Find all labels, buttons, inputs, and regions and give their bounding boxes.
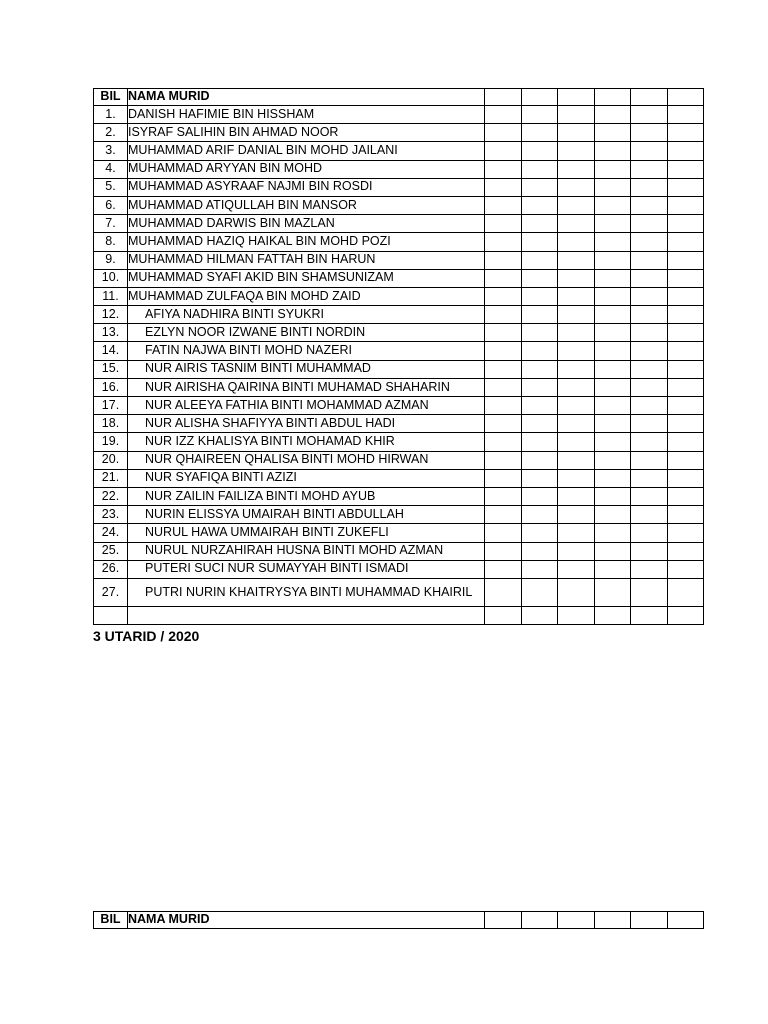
- mark-cell: [631, 360, 668, 378]
- mark-cell: [594, 106, 631, 124]
- row-number: 24.: [94, 524, 128, 542]
- mark-cell: [667, 433, 704, 451]
- mark-cell: [521, 269, 558, 287]
- mark-cell: [485, 560, 522, 578]
- mark-cell: [558, 415, 595, 433]
- mark-cell: [667, 542, 704, 560]
- mark-cell: [594, 415, 631, 433]
- row-number: 14.: [94, 342, 128, 360]
- mark-cell: [558, 324, 595, 342]
- student-name: NUR AIRIS TASNIM BINTI MUHAMMAD: [128, 360, 485, 378]
- mark-cell: [558, 578, 595, 606]
- mark-cell: [558, 378, 595, 396]
- mark-cell: [631, 196, 668, 214]
- mark-cell: [631, 324, 668, 342]
- mark-cell: [521, 215, 558, 233]
- table-header-row: [94, 912, 704, 929]
- mark-cell: [485, 506, 522, 524]
- row-number: 20.: [94, 451, 128, 469]
- mark-cell: [594, 178, 631, 196]
- header-nama-murid: NAMA MURID: [128, 912, 485, 929]
- mark-cell: [558, 233, 595, 251]
- mark-cell: [485, 378, 522, 396]
- table-row: [94, 269, 704, 287]
- mark-cell: [631, 524, 668, 542]
- student-name: MUHAMMAD DARWIS BIN MAZLAN: [128, 215, 485, 233]
- student-name: MUHAMMAD HAZIQ HAIKAL BIN MOHD POZI: [128, 233, 485, 251]
- mark-cell: [594, 524, 631, 542]
- mark-cell: [521, 233, 558, 251]
- mark-cell: [667, 578, 704, 606]
- mark-cell: [594, 469, 631, 487]
- student-name: NUR QHAIREEN QHALISA BINTI MOHD HIRWAN: [128, 451, 485, 469]
- header-mark-cell: [594, 912, 631, 929]
- table-row: [94, 324, 704, 342]
- mark-cell: [594, 215, 631, 233]
- mark-cell: [594, 433, 631, 451]
- mark-cell: [631, 433, 668, 451]
- student-name: MUHAMMAD ZULFAQA BIN MOHD ZAID: [128, 287, 485, 305]
- blank-cell: [667, 606, 704, 624]
- mark-cell: [667, 360, 704, 378]
- mark-cell: [485, 360, 522, 378]
- table-row: [94, 560, 704, 578]
- mark-cell: [521, 196, 558, 214]
- mark-cell: [594, 360, 631, 378]
- mark-cell: [485, 524, 522, 542]
- student-name: NUR SYAFIQA BINTI AZIZI: [128, 469, 485, 487]
- mark-cell: [594, 306, 631, 324]
- mark-cell: [485, 106, 522, 124]
- mark-cell: [485, 342, 522, 360]
- row-number: 25.: [94, 542, 128, 560]
- mark-cell: [558, 178, 595, 196]
- mark-cell: [667, 397, 704, 415]
- table-row: [94, 233, 704, 251]
- mark-cell: [521, 524, 558, 542]
- mark-cell: [631, 142, 668, 160]
- mark-cell: [558, 360, 595, 378]
- header-bil: BIL: [94, 89, 128, 106]
- mark-cell: [485, 124, 522, 142]
- mark-cell: [667, 142, 704, 160]
- student-name: AFIYA NADHIRA BINTI SYUKRI: [128, 306, 485, 324]
- mark-cell: [631, 397, 668, 415]
- header-mark-cell: [631, 912, 668, 929]
- student-name: MUHAMMAD ATIQULLAH BIN MANSOR: [128, 196, 485, 214]
- mark-cell: [594, 287, 631, 305]
- header-mark-cell: [558, 912, 595, 929]
- row-number: 12.: [94, 306, 128, 324]
- mark-cell: [631, 287, 668, 305]
- mark-cell: [558, 342, 595, 360]
- mark-cell: [631, 233, 668, 251]
- mark-cell: [594, 542, 631, 560]
- header-bil: BIL: [94, 912, 128, 929]
- row-number: 19.: [94, 433, 128, 451]
- mark-cell: [667, 451, 704, 469]
- mark-cell: [485, 415, 522, 433]
- table-row: [94, 124, 704, 142]
- table-row: [94, 106, 704, 124]
- mark-cell: [667, 160, 704, 178]
- mark-cell: [521, 378, 558, 396]
- mark-cell: [631, 506, 668, 524]
- row-number: 17.: [94, 397, 128, 415]
- mark-cell: [594, 560, 631, 578]
- header-mark-cell: [521, 912, 558, 929]
- mark-cell: [594, 142, 631, 160]
- mark-cell: [594, 269, 631, 287]
- mark-cell: [594, 451, 631, 469]
- mark-cell: [558, 124, 595, 142]
- header-mark-cell: [485, 912, 522, 929]
- mark-cell: [558, 251, 595, 269]
- table-row: [94, 251, 704, 269]
- student-rows: [94, 106, 704, 625]
- mark-cell: [558, 196, 595, 214]
- student-name: PUTERI SUCI NUR SUMAYYAH BINTI ISMADI: [128, 560, 485, 578]
- row-number: 9.: [94, 251, 128, 269]
- row-number: 26.: [94, 560, 128, 578]
- mark-cell: [594, 196, 631, 214]
- student-name: NUR ALISHA SHAFIYYA BINTI ABDUL HADI: [128, 415, 485, 433]
- mark-cell: [485, 397, 522, 415]
- mark-cell: [631, 306, 668, 324]
- row-number: 7.: [94, 215, 128, 233]
- mark-cell: [631, 378, 668, 396]
- student-name: NURUL NURZAHIRAH HUSNA BINTI MOHD AZMAN: [128, 542, 485, 560]
- mark-cell: [631, 578, 668, 606]
- table-row: [94, 287, 704, 305]
- mark-cell: [594, 160, 631, 178]
- table-row: [94, 142, 704, 160]
- mark-cell: [521, 160, 558, 178]
- mark-cell: [521, 360, 558, 378]
- mark-cell: [485, 215, 522, 233]
- header-nama-murid: NAMA MURID: [128, 89, 485, 106]
- mark-cell: [558, 451, 595, 469]
- student-name: NUR ALEEYA FATHIA BINTI MOHAMMAD AZMAN: [128, 397, 485, 415]
- header-mark-cell: [594, 89, 631, 106]
- class-label: 3 UTARID / 2020: [93, 628, 200, 644]
- blank-cell: [558, 606, 595, 624]
- student-name: MUHAMMAD SYAFI AKID BIN SHAMSUNIZAM: [128, 269, 485, 287]
- mark-cell: [594, 124, 631, 142]
- mark-cell: [521, 506, 558, 524]
- table-row: [94, 578, 704, 606]
- mark-cell: [485, 251, 522, 269]
- mark-cell: [667, 196, 704, 214]
- blank-cell: [521, 606, 558, 624]
- mark-cell: [594, 251, 631, 269]
- mark-cell: [667, 251, 704, 269]
- student-name: NUR ZAILIN FAILIZA BINTI MOHD AYUB: [128, 487, 485, 505]
- table-row: [94, 360, 704, 378]
- mark-cell: [521, 178, 558, 196]
- row-number: 22.: [94, 487, 128, 505]
- row-number: 15.: [94, 360, 128, 378]
- row-number: 16.: [94, 378, 128, 396]
- mark-cell: [485, 451, 522, 469]
- mark-cell: [558, 560, 595, 578]
- mark-cell: [558, 542, 595, 560]
- mark-cell: [521, 487, 558, 505]
- student-name: MUHAMMAD ARYYAN BIN MOHD: [128, 160, 485, 178]
- mark-cell: [485, 578, 522, 606]
- mark-cell: [631, 415, 668, 433]
- mark-cell: [667, 215, 704, 233]
- row-number: 27.: [94, 578, 128, 606]
- row-number: 11.: [94, 287, 128, 305]
- blank-cell: [631, 606, 668, 624]
- mark-cell: [594, 506, 631, 524]
- student-name: ISYRAF SALIHIN BIN AHMAD NOOR: [128, 124, 485, 142]
- mark-cell: [521, 542, 558, 560]
- table-row: [94, 524, 704, 542]
- row-number: 18.: [94, 415, 128, 433]
- mark-cell: [485, 160, 522, 178]
- student-name: PUTRI NURIN KHAITRYSYA BINTI MUHAMMAD KHAIRIL: [128, 578, 485, 606]
- mark-cell: [558, 215, 595, 233]
- mark-cell: [667, 269, 704, 287]
- student-roll-table-2: [93, 911, 704, 929]
- table-row: [94, 506, 704, 524]
- mark-cell: [521, 342, 558, 360]
- mark-cell: [558, 160, 595, 178]
- mark-cell: [558, 397, 595, 415]
- mark-cell: [594, 233, 631, 251]
- header-mark-cell: [667, 89, 704, 106]
- mark-cell: [667, 469, 704, 487]
- mark-cell: [521, 251, 558, 269]
- mark-cell: [558, 287, 595, 305]
- row-number: 1.: [94, 106, 128, 124]
- mark-cell: [594, 342, 631, 360]
- mark-cell: [485, 306, 522, 324]
- row-number: 6.: [94, 196, 128, 214]
- header-mark-cell: [485, 89, 522, 106]
- mark-cell: [521, 287, 558, 305]
- table-row: [94, 433, 704, 451]
- row-number: 2.: [94, 124, 128, 142]
- mark-cell: [631, 124, 668, 142]
- header-mark-cell: [558, 89, 595, 106]
- table-row: [94, 469, 704, 487]
- mark-cell: [631, 106, 668, 124]
- mark-cell: [558, 433, 595, 451]
- student-name: MUHAMMAD ASYRAAF NAJMI BIN ROSDI: [128, 178, 485, 196]
- mark-cell: [521, 415, 558, 433]
- mark-cell: [594, 487, 631, 505]
- mark-cell: [667, 560, 704, 578]
- mark-cell: [631, 251, 668, 269]
- mark-cell: [521, 142, 558, 160]
- row-number: 23.: [94, 506, 128, 524]
- mark-cell: [667, 506, 704, 524]
- header-mark-cell: [521, 89, 558, 106]
- row-number: 5.: [94, 178, 128, 196]
- mark-cell: [667, 287, 704, 305]
- table-row: [94, 306, 704, 324]
- mark-cell: [558, 142, 595, 160]
- mark-cell: [558, 306, 595, 324]
- table-row-blank: [94, 606, 704, 624]
- mark-cell: [485, 487, 522, 505]
- mark-cell: [521, 560, 558, 578]
- student-name: DANISH HAFIMIE BIN HISSHAM: [128, 106, 485, 124]
- table-row: [94, 487, 704, 505]
- table-row: [94, 397, 704, 415]
- mark-cell: [558, 524, 595, 542]
- table-row: [94, 342, 704, 360]
- student-name: EZLYN NOOR IZWANE BINTI NORDIN: [128, 324, 485, 342]
- mark-cell: [558, 269, 595, 287]
- row-number: 10.: [94, 269, 128, 287]
- header-mark-cell: [631, 89, 668, 106]
- mark-cell: [521, 324, 558, 342]
- mark-cell: [667, 233, 704, 251]
- student-name: NUR AIRISHA QAIRINA BINTI MUHAMAD SHAHARIN: [128, 378, 485, 396]
- mark-cell: [558, 487, 595, 505]
- mark-cell: [631, 178, 668, 196]
- mark-cell: [594, 378, 631, 396]
- student-name: NURUL HAWA UMMAIRAH BINTI ZUKEFLI: [128, 524, 485, 542]
- row-number: 8.: [94, 233, 128, 251]
- blank-cell: [594, 606, 631, 624]
- student-name: NUR IZZ KHALISYA BINTI MOHAMAD KHIR: [128, 433, 485, 451]
- mark-cell: [521, 451, 558, 469]
- mark-cell: [667, 178, 704, 196]
- mark-cell: [667, 324, 704, 342]
- mark-cell: [631, 542, 668, 560]
- student-name: FATIN NAJWA BINTI MOHD NAZERI: [128, 342, 485, 360]
- blank-cell: [128, 606, 485, 624]
- mark-cell: [631, 451, 668, 469]
- table-row: [94, 542, 704, 560]
- mark-cell: [631, 215, 668, 233]
- mark-cell: [631, 469, 668, 487]
- mark-cell: [521, 397, 558, 415]
- mark-cell: [594, 324, 631, 342]
- student-name: MUHAMMAD ARIF DANIAL BIN MOHD JAILANI: [128, 142, 485, 160]
- mark-cell: [485, 469, 522, 487]
- mark-cell: [631, 342, 668, 360]
- table-header-row: [94, 89, 704, 106]
- row-number: 4.: [94, 160, 128, 178]
- mark-cell: [485, 178, 522, 196]
- mark-cell: [631, 487, 668, 505]
- blank-cell: [94, 606, 128, 624]
- mark-cell: [667, 306, 704, 324]
- mark-cell: [558, 506, 595, 524]
- student-name: NURIN ELISSYA UMAIRAH BINTI ABDULLAH: [128, 506, 485, 524]
- mark-cell: [631, 269, 668, 287]
- mark-cell: [667, 106, 704, 124]
- header-mark-cell: [667, 912, 704, 929]
- mark-cell: [594, 578, 631, 606]
- mark-cell: [667, 378, 704, 396]
- table-row: [94, 215, 704, 233]
- row-number: 21.: [94, 469, 128, 487]
- table-row: [94, 415, 704, 433]
- mark-cell: [485, 433, 522, 451]
- table-row: [94, 160, 704, 178]
- mark-cell: [667, 487, 704, 505]
- row-number: 3.: [94, 142, 128, 160]
- table-row: [94, 178, 704, 196]
- table-row: [94, 451, 704, 469]
- mark-cell: [485, 142, 522, 160]
- mark-cell: [485, 324, 522, 342]
- mark-cell: [631, 560, 668, 578]
- mark-cell: [558, 106, 595, 124]
- mark-cell: [521, 306, 558, 324]
- student-roll-table: [93, 88, 704, 625]
- mark-cell: [521, 469, 558, 487]
- mark-cell: [485, 233, 522, 251]
- mark-cell: [485, 287, 522, 305]
- table-row: [94, 378, 704, 396]
- mark-cell: [594, 397, 631, 415]
- mark-cell: [667, 415, 704, 433]
- blank-cell: [485, 606, 522, 624]
- table-row: [94, 196, 704, 214]
- mark-cell: [521, 578, 558, 606]
- mark-cell: [485, 196, 522, 214]
- mark-cell: [485, 269, 522, 287]
- mark-cell: [521, 433, 558, 451]
- row-number: 13.: [94, 324, 128, 342]
- mark-cell: [485, 542, 522, 560]
- mark-cell: [667, 124, 704, 142]
- mark-cell: [521, 106, 558, 124]
- mark-cell: [631, 160, 668, 178]
- mark-cell: [521, 124, 558, 142]
- mark-cell: [667, 524, 704, 542]
- mark-cell: [558, 469, 595, 487]
- mark-cell: [667, 342, 704, 360]
- student-name: MUHAMMAD HILMAN FATTAH BIN HARUN: [128, 251, 485, 269]
